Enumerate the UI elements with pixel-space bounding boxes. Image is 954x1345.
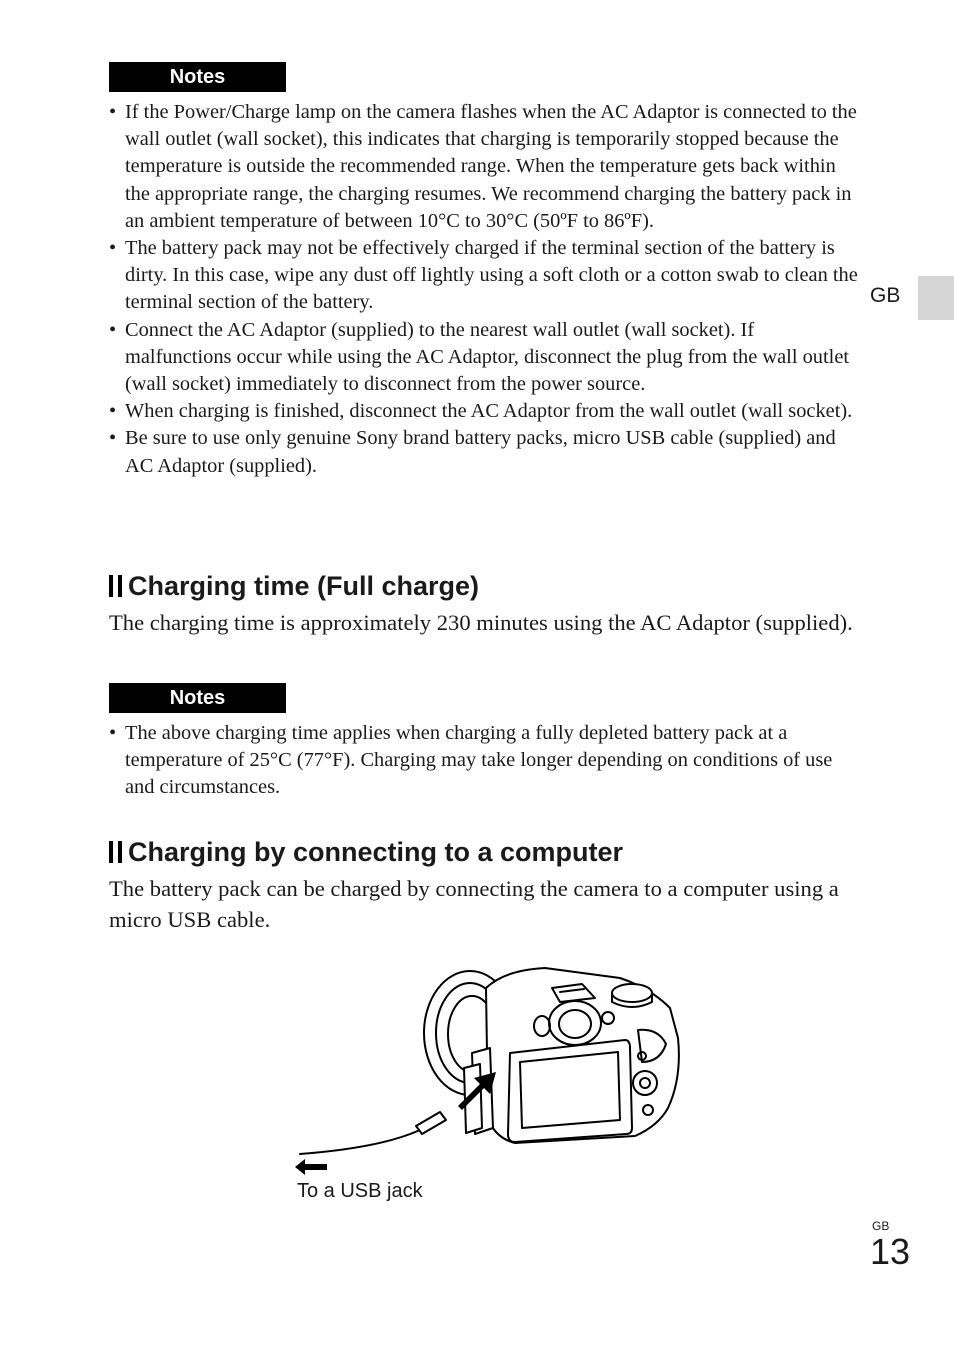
section-body: The charging time is approximately 230 minutes using the AC Adaptor (supplied).	[109, 610, 853, 635]
section-heading	[109, 570, 479, 602]
note-item: • The battery pack may not be effectively charged if the terminal section of the battery is dirty. In this case, wipe any dust off lightly using a soft cloth or a cotton swab to clean the terminal section of the battery.	[109, 235, 861, 317]
camera-usb-illustration	[290, 958, 690, 1158]
notes-list	[109, 99, 861, 480]
side-tab-marker	[918, 276, 954, 320]
note-item: • Be sure to use only genuine Sony brand battery packs, micro USB cable (supplied) and AC Adaptor (supplied).	[109, 425, 861, 479]
note-item: • The above charging time applies when charging a fully depleted battery pack at a temperature of 25°C (77°F). Charging may take longer depending on conditions of use and circumstances.	[109, 720, 861, 802]
figure-caption: To a USB jack	[297, 1180, 423, 1202]
note-item: • When charging is finished, disconnect the AC Adaptor from the wall outlet (wall socket).	[109, 398, 861, 425]
notes-list	[109, 720, 861, 802]
notes-label: Notes	[109, 62, 286, 92]
heading-marker-icon	[109, 841, 122, 863]
section-body: The battery pack can be charged by connecting the camera to a computer using a micro USB cable.	[109, 876, 839, 932]
section-heading	[109, 836, 623, 868]
section-heading-text: Charging by connecting to a computer	[128, 837, 624, 867]
side-language-label: GB	[870, 284, 901, 307]
notes-label: Notes	[109, 683, 286, 713]
heading-marker-icon	[109, 575, 122, 597]
section-heading-text: Charging time (Full charge)	[128, 571, 480, 601]
note-item: • Connect the AC Adaptor (supplied) to the nearest wall outlet (wall socket). If malfunctions occur while using the AC Adaptor, disconnect the plug from the wall outlet (wall socket) immediately to disconnect from the power source.	[109, 317, 861, 399]
arrow-left-icon	[293, 1158, 329, 1176]
page-language-label: GB	[872, 1219, 890, 1233]
note-item: • If the Power/Charge lamp on the camera flashes when the AC Adaptor is connected to the wall outlet (wall socket), this indicates that charging is temporarily stopped because the temperature is outside the recommended range. When the temperature gets back within the appropriate range, the charging resumes. We recommend charging the battery pack in an ambient temperature of between 10°C to 30°C (50ºF to 86ºF).	[109, 99, 861, 235]
page-number: 13	[870, 1231, 911, 1272]
